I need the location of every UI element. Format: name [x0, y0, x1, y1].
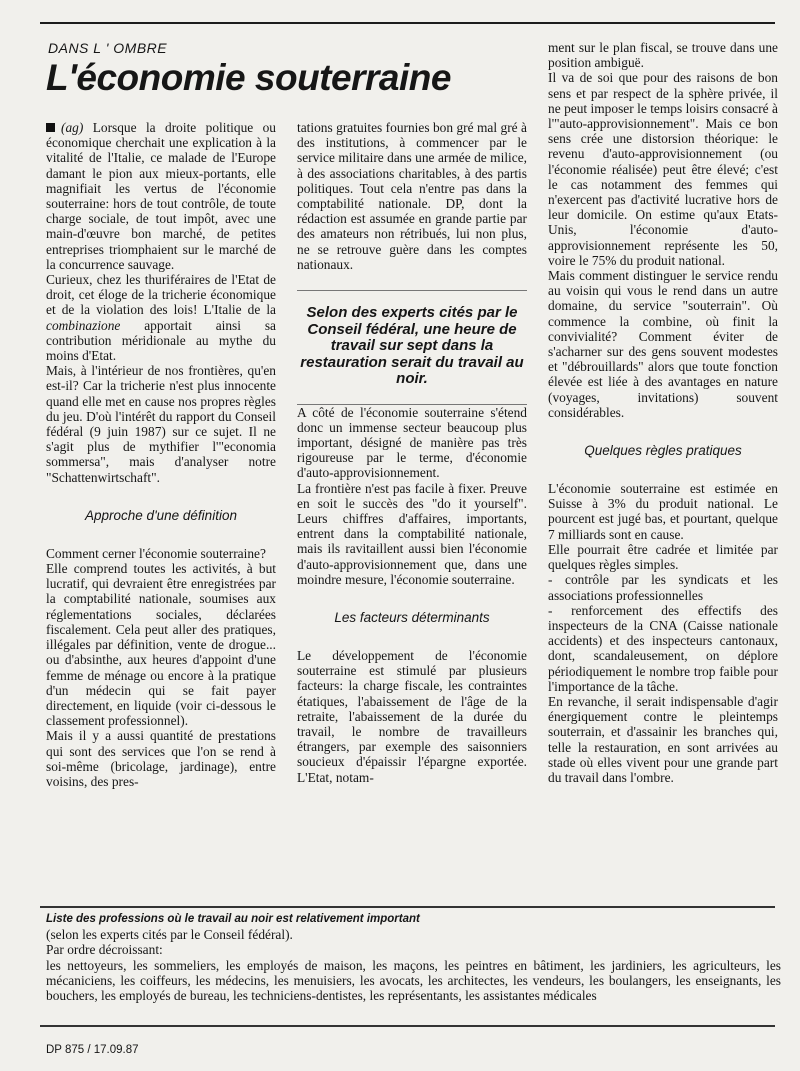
- list-item: - contrôle par les syndicats et les associations professionnelles: [548, 572, 778, 603]
- box-order: Par ordre décroissant:: [46, 942, 163, 958]
- paragraph: Elle comprend toutes les activités, à but lucratif, qui devraient être enregistrées par la comptabilité nationale, soumises aux réglementations sociales, déclarées fiscalement. Cela peut aller des pratiques, illégales par définition, vente de drogue... ou d'absinthe, aux heures d'appoint d'une femme de ménage ou encore à la pratique d'un médecin qui se fait payer directement, en liquide (voir ci-dessous le classement professionnel).: [46, 561, 276, 729]
- column-3: [548, 40, 778, 785]
- subheading: Approche d'une définition: [85, 507, 237, 523]
- paragraph: A côté de l'économie souterraine s'étend donc un immense secteur beaucoup plus important, désigné de manière pas très rigoureuse par le terme, d'économie d'auto-approvisionnement.: [297, 404, 527, 481]
- column-1: [46, 120, 276, 789]
- subheading: Les facteurs déterminants: [334, 609, 490, 625]
- emphasis: combinazione: [46, 317, 121, 333]
- professions-list: les nettoyeurs, les sommeliers, les employés de maison, les maçons, les peintres en bâtiment, les jardiniers, les agriculteurs, les mécaniciens, les coiffeurs, les médecins, les menuisiers, les avocats, les architectes, les vendeurs, les boulangers, les enseignants, les bouchers, les employés de bureau, les techniciens-dentistes, les représentants, les assistantes médicales: [46, 957, 781, 1004]
- paragraph: L'économie souterraine est estimée en Suisse à 3% du produit national. Le pourcent est jugé bas, et pourtant, quelque 7 milliards sont en cause.: [548, 481, 778, 542]
- box-rule: [40, 906, 775, 908]
- professions-box: [46, 912, 781, 1003]
- pull-quote: Selon des experts cités par le Conseil fédéral, une heure de travail sur sept dans la restauration serait du travail au noir.: [297, 290, 527, 405]
- box-source: (selon les experts cités par le Conseil fédéral).: [46, 927, 293, 943]
- paragraph: Mais il y a aussi quantité de prestations qui sont des services que l'on se rend à soi-même (bricolage, jardinage), entre voisins, des pres-: [46, 728, 276, 789]
- paragraph: (ag) Lorsque la droite politique ou économique cherchait une explication à la vitalité de l'Italie, ce malade de l'Europe damant le pion aux mieux-portants, elle magnifiait les vertus de l'économie souterraine: hors de tout contrôle, de toute charge sociale, de tout impôt, avec une main-d'œuvre bon marché, de petites entreprises triomphaient sur le marché de la concurrence sauvage.: [46, 120, 276, 272]
- column-2: [297, 120, 527, 785]
- paragraph: Elle pourrait être cadrée et limitée par quelques règles simples.: [548, 541, 778, 573]
- paragraph: tations gratuites fournies bon gré mal gré à des institutions, à commencer par le service militaire dans une armée de milice, à des associations charitables, à des partis politiques. Tout cela n'entre pas dans la comptabilité nationale. DP, dont la rédaction est assumée en grande partie par des amateurs non rétribués, lui non plus, ne se retrouve guère dans les comptes nationaux.: [297, 120, 527, 272]
- paragraph: Curieux, chez les thuriféraires de l'Etat de droit, cet éloge de la tricherie économique et de la violation des lois! L'Italie de la combinazione apportait ainsi sa contribution méridionale au mythe du moins d'Etat.: [46, 272, 276, 364]
- issue-footer: DP 875 / 17.09.87: [46, 1044, 139, 1056]
- author-tag: (ag): [61, 120, 84, 135]
- paragraph: Mais, à l'intérieur de nos frontières, qu'en est-il? Car la tricherie n'est plus innocente quand elle met en cause nos propres règles du jeu. D'où l'intérêt du rapport du Conseil fédéral (9 juin 1987) sur ce sujet. Il ne s'agit plus de mythifier l'"economia sommersa", mais d'analyser notre "Schattenwirtschaft".: [46, 363, 276, 485]
- paragraph: Le développement de l'économie souterraine est stimulé par plusieurs facteurs: la charge fiscale, les contraintes étatiques, l'abaissement de l'âge de la retraite, l'abaissement de la durée du travail, le nombre de travailleurs étrangers, par exemple des saisonniers soucieux d'épaissir l'épargne exportée. L'Etat, notam-: [297, 647, 527, 785]
- paragraph: ment sur le plan fiscal, se trouve dans une position ambiguë.: [548, 40, 778, 71]
- article-title: L'économie souterraine: [46, 57, 451, 98]
- paragraph: En revanche, il serait indispensable d'agir énergiquement contre le pleintemps souterrain, et d'assainir les branches qui, telle la restauration, en sont arrivées au stade où elles vivent pour une grande part du travail dans l'ombre.: [548, 693, 778, 785]
- footer-rule: [40, 1025, 775, 1027]
- section-kicker: DANS L ' OMBRE: [48, 40, 168, 56]
- box-title: Liste des professions où le travail au noir est relativement important: [46, 913, 420, 925]
- paragraph: Il va de soi que pour des raisons de bon sens et par respect de la sphère privée, il ne peut imposer le temps loisirs consacré à l'"auto-approvisionnement". Mais ce bon sens crée une distorsion théorique: le revenu d'auto-approvisionnement (ou l'économie réalisée) peut être élevé; c'est le cas notamment des femmes qui n'exercent pas d'activité lucrative hors de leur domicile. On estime qu'aux Etats-Unis, l'économie d'auto-approvisionnement représente les 50, voire le 75% du produit national.: [548, 70, 778, 268]
- subheading: Quelques règles pratiques: [584, 443, 742, 459]
- list-item: - renforcement des effectifs des inspecteurs de la CNA (Caisse nationale accidents) et des inspecteurs cantonaux, dont, scandaleusement, on déplore périodiquement le nombre trop faible pour l'importance de la tâche.: [548, 602, 778, 694]
- top-rule: [40, 22, 775, 24]
- paragraph: La frontière n'est pas facile à fixer. Preuve en soit le succès des "do it yourself". Leurs chiffres d'affaires, importants, entrent dans la comptabilité nationale, mais ils ravitaillent aussi bien l'économie d'auto-approvisionnement que, dans une moindre mesure, l'économie souterraine.: [297, 480, 527, 587]
- square-bullet-icon: [46, 123, 55, 132]
- paragraph: Mais comment distinguer le service rendu au voisin qui vous le rend dans un autre domaine, du service "souterrain". Où commence la combine, où finit la convivialité? Comment éviter de s'acharner sur des gens souvent modestes et "débrouillards" alors que toute fonction élevée est liée à des avantages en nature (voyages, invitations) souvent considérables.: [548, 268, 778, 420]
- paragraph: Comment cerner l'économie souterraine?: [46, 545, 266, 561]
